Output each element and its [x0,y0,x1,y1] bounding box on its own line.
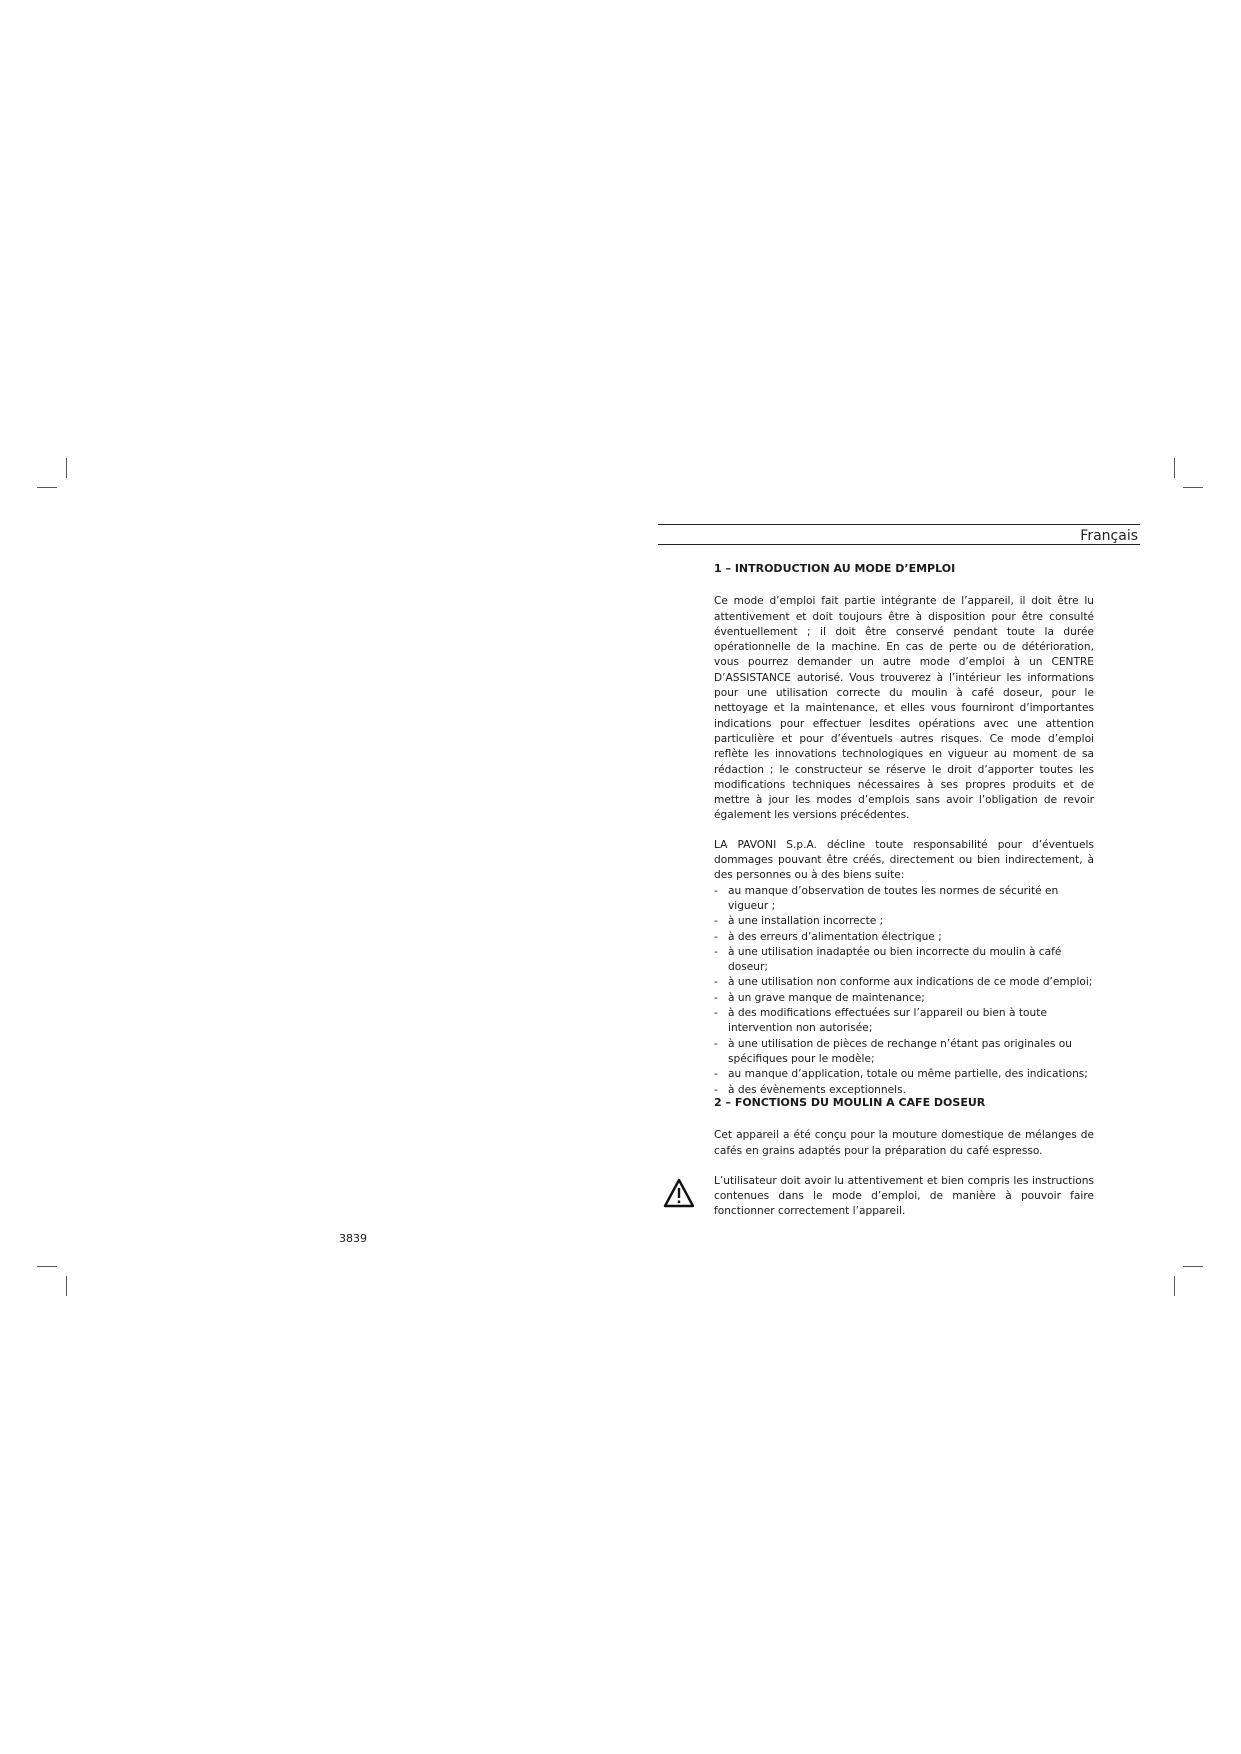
section-1-paragraph-2: LA PAVONI S.p.A. décline toute responsabilité pour d’éventuels dommages pouvant être créés, directement ou bien indirectement, à des personnes ou à des biens suite: [714,838,1094,882]
crop-mark [37,487,57,488]
section-2-paragraph-1: Cet appareil a été conçu pour la mouture domestique de mélanges de cafés en grains adaptés pour la préparation du café espresso. [714,1129,1094,1157]
crop-mark [1174,458,1175,478]
section-2 [714,1095,1094,1220]
header-rule-top [658,524,1140,525]
list-item: - à une utilisation non conforme aux indications de ce mode d’emploi; [714,975,1094,990]
list-item: - à une installation incorrecte ; [714,914,1094,929]
liability-list [714,884,1094,1098]
crop-mark [1183,487,1203,488]
header-rule-bottom [658,544,1140,545]
section-2-heading: 2 – FONCTIONS DU MOULIN A CAFE DOSEUR [714,1096,986,1109]
list-item: - au manque d’application, totale ou même partielle, des indications; [714,1067,1094,1082]
crop-mark [66,458,67,478]
crop-mark [1183,1266,1203,1267]
warning-triangle-icon [663,1178,695,1208]
crop-mark [37,1266,57,1267]
section-1 [714,561,1094,1098]
list-item: - à des évènements exceptionnels. [714,1083,1094,1098]
crop-mark [1174,1276,1175,1296]
section-1-paragraph-1: Ce mode d’emploi fait partie intégrante de l’appareil, il doit être lu attentivement et doit toujours être à disposition pour être consulté éventuellement ; il doit être conservé pendant toute la durée opérationnelle de la machine. En cas de perte ou de détérioration, vous pourrez demander un autre mode d’emploi à un CENTRE D’ASSISTANCE autorisé. Vous trouverez à l’intérieur les informations pour une utilisation correcte du moulin à café doseur, pour le nettoyage et la maintenance, et elles vous fourniront d’importantes indications pour effectuer lesdites opérations avec une attention particulière et pour d’éventuels autres risques. Ce mode d’emploi reflète les innovations technologiques en vigueur au moment de sa rédaction ; le constructeur se réserve le droit d’apporter toutes les modifications techniques nécessaires à ses propres produits et de mettre à jour les modes d’emplois sans avoir l’obligation de revoir également les versions précédentes. [714,595,1094,822]
warning-text: L’utilisateur doit avoir lu attentivement et bien compris les instructions contenues dans le mode d’emploi, de manière à pouvoir faire fonctionner correctement l’appareil. [714,1174,1094,1218]
list-item: - au manque d’observation de toutes les normes de sécurité en vigueur ; [714,884,1094,915]
list-item: - à un grave manque de maintenance; [714,991,1094,1006]
list-item: - à une utilisation inadaptée ou bien incorrecte du moulin à café doseur; [714,945,1094,976]
list-item: - à une utilisation de pièces de rechange n’étant pas originales ou spécifiques pour le modèle; [714,1037,1094,1068]
list-item: - à des erreurs d’alimentation électrique ; [714,930,1094,945]
language-label: Français [1080,528,1138,544]
list-item: - à des modifications effectuées sur l’appareil ou bien à toute intervention non autorisée; [714,1006,1094,1037]
section-1-heading: 1 – INTRODUCTION AU MODE D’EMPLOI [714,562,956,575]
page-number: 3839 [339,1232,367,1245]
crop-mark [66,1276,67,1296]
